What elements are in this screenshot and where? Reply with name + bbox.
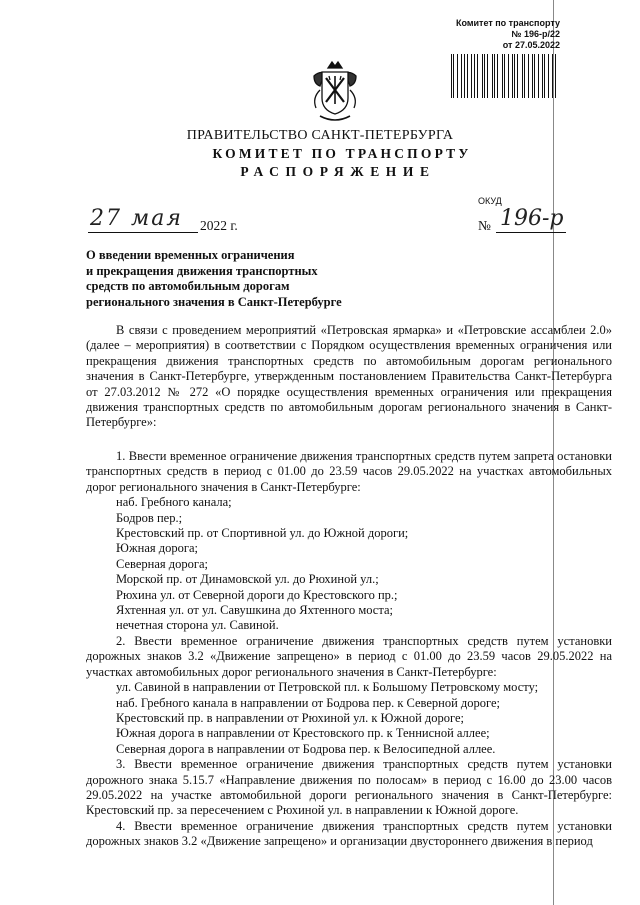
item-3-text: 3. Ввести временное ограничение движения транспортных средств путем установки дорожного знака 5.15.7 «Направление движения по полосам» в период с 16.00 до 23.00 часов 29.05.2022 на участке автомобильной дороги регионального значения в Санкт-Петербурге: Крестовский пр. за пересечением с Рюхиной ул. в направлении к Южной дороге. <box>86 757 612 818</box>
number-label: № <box>478 218 491 233</box>
handwritten-date: 27 мая <box>90 206 183 231</box>
subject-line: регионального значения в Санкт-Петербурге <box>86 294 342 309</box>
barcode-bar <box>502 54 503 98</box>
barcode-bar <box>477 54 478 98</box>
preamble <box>86 323 612 431</box>
barcode-bar <box>524 54 525 98</box>
subject-line: и прекращения движения транспортных <box>86 263 318 278</box>
road-item: Северная дорога в направлении от Бодрова пер. к Велосипедной аллее. <box>116 741 496 756</box>
document-subject <box>86 248 342 310</box>
road-item: Южная дорога; <box>116 541 199 556</box>
coat-of-arms-icon <box>306 58 364 124</box>
road-item: Бодров пер.; <box>116 510 183 525</box>
government-title: ПРАВИТЕЛЬСТВО САНКТ-ПЕТЕРБУРГА <box>186 128 454 143</box>
road-item: Северная дорога; <box>116 556 209 571</box>
road-item: наб. Гребного канала; <box>116 495 232 510</box>
stamp-org: Комитет по транспорту <box>455 18 560 28</box>
barcode-bar <box>548 54 549 98</box>
registration-stamp <box>440 18 560 51</box>
road-item: Яхтенная ул. от ул. Савушкина до Яхтенного моста; <box>116 603 393 618</box>
barcode-bar <box>461 54 462 98</box>
subject-line: средств по автомобильным дорогам <box>86 279 290 293</box>
road-item: ул. Савиной в направлении от Петровской пл. к Большому Петровскому мосту; <box>116 680 539 695</box>
item-4-text: 4. Ввести временное ограничение движения транспортных средств путем установки дорожных знаков 3.2 «Движение запрещено» и организации двустороннего движения в период <box>86 818 612 849</box>
okud-label: ОКУД <box>478 196 502 206</box>
stamp-date: от 27.05.2022 <box>502 40 560 50</box>
road-item: Крестовский пр. в направлении от Рюхиной ул. к Южной дороге; <box>116 710 465 725</box>
item-2-text: 2. Ввести временное ограничение движения транспортных средств путем установки дорожных знаков 3.2 «Движение запрещено» в период с 01.00 до 23.59 часов 29.05.2022 на участках автомобильных дорог регионального значения в Санкт-Петербурге: <box>86 633 612 679</box>
road-item: нечетная сторона ул. Савиной. <box>116 618 279 633</box>
date-year: 2022 г. <box>200 218 238 233</box>
road-item: наб. Гребного канала в направлении от Бодрова пер. к Северной дороге; <box>116 695 501 710</box>
preamble-text: В связи с проведением мероприятий «Петровская ярмарка» и «Петровские ассамблеи 2.0» (далее – мероприятия) в соответствии с Порядком осуществления временных ограничения или прекращения движения транспортных средств по автомобильным дорогам регионального значения в Санкт-Петербурге, утвержденным постановлением Правительства Санкт-Петербурга от 27.03.2012 № 272 «О порядке осуществления временных ограничения или прекращения движения транспортных средств по автомобильным дорогам регионального значения в Санкт-Петербурге»: <box>86 323 612 430</box>
item-1-text: 1. Ввести временное ограничение движения транспортных средств путем запрета остановки транспортных средств в период с 01.00 до 23.59 часов 29.05.2022 на участках автомобильных дорог регионального значения в Санкт-Петербурге: <box>86 449 612 494</box>
road-item: Морской пр. от Динамовской ул. до Рюхиной ул.; <box>116 572 379 587</box>
document-type: РАСПОРЯЖЕНИЕ <box>240 164 436 179</box>
barcode <box>451 54 557 98</box>
committee-title: КОМИТЕТ ПО ТРАНСПОРТУ <box>212 146 472 161</box>
handwritten-number: 196-р <box>500 206 564 231</box>
road-item: Крестовский пр. от Спортивной ул. до Южной дороги; <box>116 526 409 541</box>
road-item: Рюхина ул. от Северной дороги до Крестовского пр.; <box>116 587 398 602</box>
stamp-number: № 196-р/22 <box>511 29 560 39</box>
subject-line: О введении временных ограничения <box>86 248 295 262</box>
order-items <box>86 449 612 850</box>
road-item: Южная дорога в направлении от Крестовского пр. к Теннисной аллее; <box>116 726 490 741</box>
